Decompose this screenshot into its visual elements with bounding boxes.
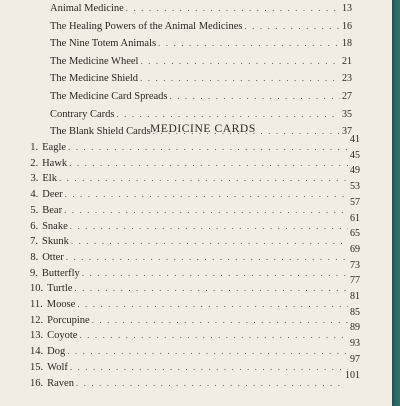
card-title: Otter [42, 251, 64, 263]
card-number: 9. [30, 267, 38, 279]
card-title: Elk [42, 173, 57, 185]
card-number: 13. [30, 330, 44, 342]
card-entry [30, 243, 360, 264]
dot-leader [140, 57, 340, 66]
card-title: Wolf [47, 361, 68, 373]
card-number: 7. [30, 236, 39, 248]
toc-entry-page: 16 [342, 20, 352, 32]
card-number: 12. [30, 314, 44, 326]
card-page: 49 [350, 165, 360, 177]
dot-leader [65, 190, 348, 199]
card-number: 11. [30, 299, 43, 310]
card-page: 93 [350, 338, 360, 350]
toc-entry-title: The Healing Powers of the Animal Medicines [50, 20, 243, 32]
card-page: 101 [345, 369, 360, 381]
card-entry [30, 165, 360, 185]
section-heading: MEDICINE CARDS [150, 123, 256, 135]
toc-entry [50, 22, 352, 33]
dot-leader [67, 347, 348, 356]
card-title: Porcupine [47, 314, 90, 326]
toc-entry-page: 21 [342, 55, 352, 67]
card-title: Bear [42, 204, 63, 216]
card-entry [30, 134, 360, 154]
card-entry [30, 291, 360, 311]
card-entry [30, 149, 360, 170]
card-number: 3. [30, 173, 39, 185]
dot-leader [79, 331, 348, 340]
card-entry [30, 369, 360, 390]
card-title: Skunk [42, 236, 69, 248]
card-page: 45 [350, 149, 360, 161]
card-page: 53 [350, 181, 360, 193]
card-title: Raven [47, 377, 74, 389]
card-number: 1. [30, 142, 39, 153]
card-page: 41 [350, 134, 360, 145]
card-entry [30, 196, 360, 217]
toc-entry-title: The Medicine Card Spreads [50, 91, 168, 102]
card-entry [30, 212, 360, 233]
toc-entry [50, 39, 352, 50]
dot-leader [59, 174, 348, 183]
card-number: 5. [30, 204, 39, 216]
dot-leader [66, 253, 348, 262]
card-title: Dog [47, 346, 66, 358]
dot-leader [77, 300, 348, 309]
card-number: 16. [30, 377, 44, 389]
toc-entry-page: 35 [342, 108, 352, 120]
card-page: 89 [350, 322, 360, 334]
dot-leader [92, 316, 348, 325]
card-entry [30, 228, 360, 248]
dot-leader [70, 363, 348, 372]
dot-leader [76, 379, 343, 388]
card-title: Turtle [47, 283, 73, 295]
card-page: 97 [350, 353, 360, 365]
card-page: 57 [350, 196, 360, 208]
card-page: 77 [350, 275, 360, 287]
card-entry [30, 275, 360, 295]
dot-leader [140, 74, 340, 83]
toc-entry-page: 23 [342, 73, 352, 85]
toc-entry-title: Animal Medicine [50, 3, 124, 14]
card-entry [30, 181, 360, 201]
card-entry [30, 338, 360, 358]
card-number: 8. [30, 251, 39, 263]
toc-entry-title: The Medicine Shield [50, 73, 139, 85]
toc-entry-title: The Nine Totem Animals [50, 38, 157, 50]
dot-leader [116, 110, 340, 119]
card-title: Eagle [42, 142, 67, 153]
card-page: 73 [350, 259, 360, 271]
card-title: Coyote [47, 330, 78, 342]
toc-entry [50, 110, 352, 121]
dot-leader [158, 39, 340, 48]
toc-entry-page: 37 [342, 126, 352, 138]
card-number: 14. [30, 346, 44, 358]
card-page: 61 [350, 212, 360, 224]
dot-leader [82, 269, 348, 278]
toc-entry-title: The Blank Shield Cards [50, 126, 151, 138]
toc-entry [50, 92, 352, 103]
card-title: Snake [42, 220, 68, 232]
card-title: Deer [42, 189, 63, 201]
dot-leader [69, 159, 348, 168]
dot-leader [71, 237, 348, 246]
card-entry [30, 306, 360, 327]
toc-entry [50, 57, 352, 68]
dot-leader [126, 4, 340, 13]
card-page: 65 [350, 228, 360, 240]
toc-entry-title: The Medicine Wheel [50, 55, 139, 67]
card-entry [30, 259, 360, 280]
toc-entry-page: 18 [342, 38, 352, 50]
toc-entry [50, 74, 352, 85]
card-page: 85 [350, 306, 360, 318]
card-title: Moose [46, 299, 76, 310]
card-title: Butterfly [41, 267, 80, 279]
dot-leader [244, 22, 340, 31]
toc-entry-title: Contrary Cards [50, 108, 115, 120]
card-number: 2. [30, 157, 39, 169]
toc-entry-page: 13 [342, 3, 352, 14]
card-number: 6. [30, 220, 39, 232]
dot-leader [170, 92, 340, 101]
card-number: 15. [30, 361, 44, 373]
dot-leader [70, 222, 348, 231]
dot-leader [74, 284, 348, 293]
dot-leader [64, 206, 348, 215]
dot-leader [68, 143, 348, 152]
card-page: 81 [350, 291, 360, 302]
card-number: 4. [30, 189, 39, 201]
card-page: 69 [350, 243, 360, 255]
card-title: Hawk [42, 157, 68, 169]
card-number: 10. [30, 283, 44, 295]
card-entry [30, 353, 360, 374]
toc-entry [50, 4, 352, 15]
card-entry [30, 322, 360, 342]
toc-entry-page: 27 [342, 91, 352, 102]
